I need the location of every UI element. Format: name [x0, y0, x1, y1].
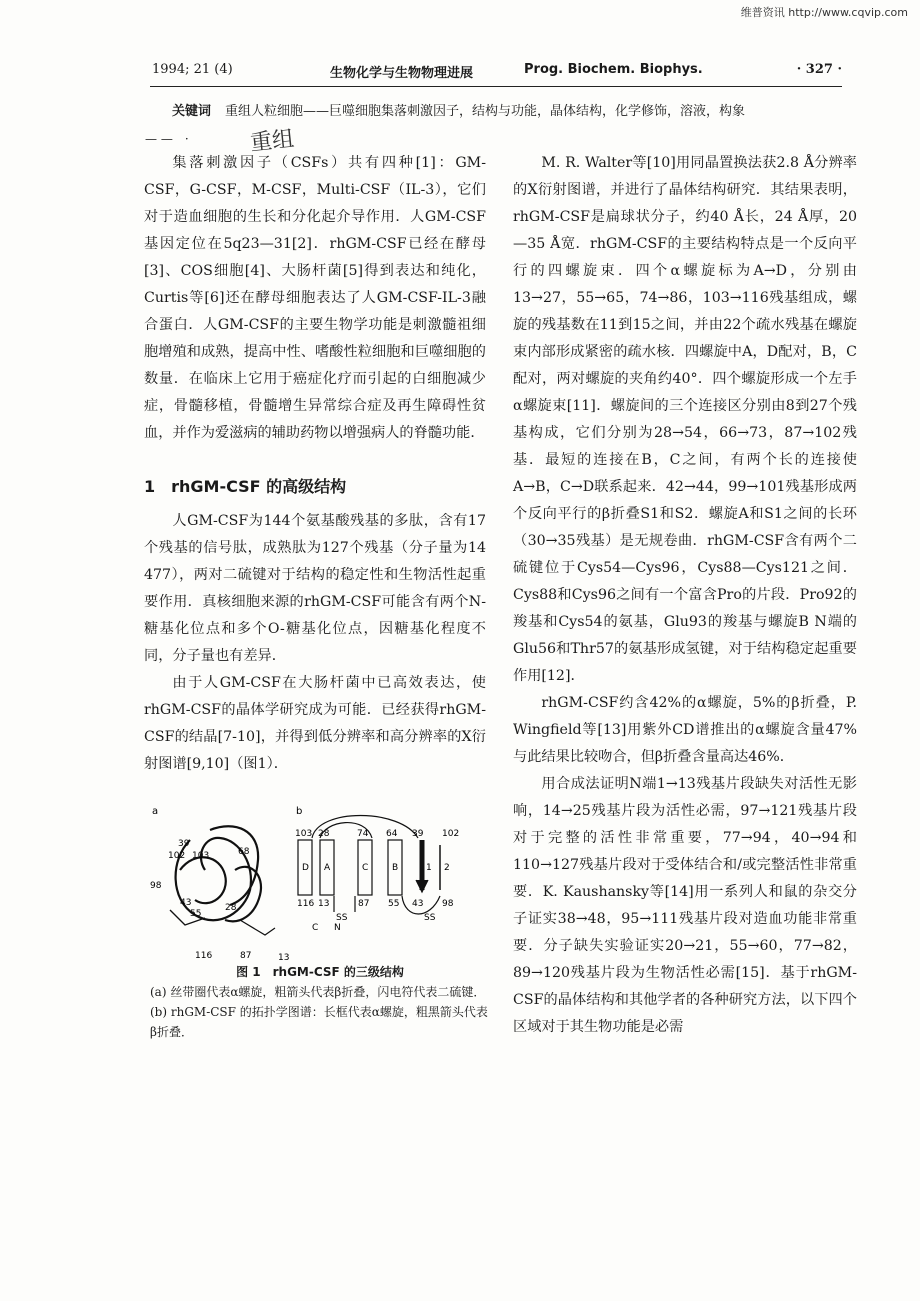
svg-text:116: 116 [297, 899, 315, 909]
svg-text:39: 39 [412, 829, 424, 839]
svg-text:98: 98 [442, 899, 454, 909]
ribbon-residue-labels [150, 839, 289, 960]
watermark: 维普资讯 http://www.cqvip.com [740, 6, 908, 19]
svg-text:C: C [362, 863, 369, 873]
journal-title-en: Prog. Biochem. Biophys. [524, 62, 703, 77]
paragraph: rhGM-CSF约含42%的α螺旋，5%的β折叠，P. Wingfield等[13]用紫外CD谱推出的α螺旋含量47%与此结果比较吻合，但β折叠含量高达46%． [513, 695, 857, 765]
figure-caption-title: 图 1 rhGM-CSF 的三级结构 [236, 965, 404, 979]
svg-text:SS: SS [336, 913, 348, 923]
paragraph: 用合成法证明N端1→13残基片段缺失对活性无影响，14→25残基片段为活性必需，97→121残基片段对于完整的活性非常重要，77→94，40→94和110→127残基片段对于受体结合和/或完整活性非常重要．K. Kaushansky等[14]用一系列人和鼠的杂交分子证实38→48，95→111残基片段对造血功能非常重要．分子缺失实验证实20→21，55→60，77→82，89→120残基片段为生物活性必需[15]．基于rhGM-CSF的晶体结构和其他学者的各种研究方法，以下四个区域对于其生物功能是必需 [513, 776, 857, 1035]
svg-text:C: C [312, 923, 319, 933]
header-rule [150, 86, 842, 87]
right-column [513, 150, 857, 1041]
svg-text:103: 103 [295, 829, 313, 839]
svg-text:87: 87 [240, 951, 252, 960]
left-column-section [144, 508, 486, 778]
svg-text:1: 1 [426, 863, 432, 873]
svg-text:102: 102 [442, 829, 460, 839]
journal-title-cn: 生物化学与生物物理进展 [330, 66, 474, 81]
paragraph: 集落刺激因子（CSFs）共有四种[1]：GM-CSF，G-CSF，M-CSF，Multi-CSF（IL-3），它们对于造血细胞的生长和分化起介导作用．人GM-CSF基因定位在5q23—31[2]．rhGM-CSF已经在酵母[3]、COS细胞[4]、大肠杆菌[5]得到表达和纯化，Curtis等[6]还在酵母细胞表达了人GM-CSF-IL-3融合蛋白．人GM-CSF的主要生物学功能是刺激髓祖细胞增殖和成熟，提高中性、嗜酸性粒细胞和巨噬细胞的数量．在临床上它用于癌症化疗而引起的白细胞减少症，骨髓移植，骨髓增生异常综合症及再生障碍性贫血，并作为爱滋病的辅助药物以增强病人的脊髓功能． [144, 155, 486, 441]
svg-text:103: 103 [192, 851, 210, 861]
left-column-intro [144, 150, 486, 447]
handwritten-note: 重组 [249, 126, 296, 157]
keywords-text: 重组人粒细胞——巨噬细胞集落刺激因子，结构与功能，晶体结构，化学修饰，溶液，构象 [225, 104, 746, 119]
svg-text:68: 68 [238, 847, 250, 857]
svg-text:98: 98 [150, 881, 162, 891]
page-header [152, 62, 842, 84]
panel-a-label: a [152, 806, 159, 817]
svg-text:64: 64 [386, 829, 398, 839]
paragraph: M. R. Walter等[10]用同晶置换法获2.8 Å分辨率的X衍射图谱，并进行了晶体结构研究．其结果表明，rhGM-CSF是扁球状分子，约40 Å长，24 Å厚，20—35 Å宽．rhGM-CSF的主要结构特点是一个反向平行的四螺旋束．四个α螺旋标为A→D，分别由13→27，55→65，74→86，103→116残基组成，螺旋的残基数在11到15之间，并由22个疏水残基在螺旋束内部形成紧密的疏水核．四螺旋中A，D配对，B，C配对，两对螺旋的夹角约40°．四个螺旋形成一个左手α螺旋束[11]．螺旋间的三个连接区分别由8到27个残基构成，它们分别为28→54，66→73，87→102残基．最短的连接在B，C之间，有两个长的连接使A→B，C→D联系起来．42→44，99→101残基形成两个反向平行的β折叠S1和S2．螺旋A和S1之间的长环（30→35残基）是无规卷曲．rhGM-CSF含有两个二硫键位于Cys54—Cys96，Cys88—Cys121之间．Cys88和Cys96之间有一个富含Pro的片段．Pro92的羧基和Cys54的氨基，Glu93的羧基与螺旋B N端的Glu56和Thr57的氨基形成氢键，对于结构稳定起重要作用[12]． [513, 155, 857, 684]
svg-text:SS: SS [424, 913, 436, 923]
figure-caption-body: (a) 丝带圈代表α螺旋，粗箭头代表β折叠，闪电符代表二硫键．(b) rhGM-CSF 的拓扑学图谱：长框代表α螺旋，粗黑箭头代表β折叠． [150, 985, 488, 1039]
paragraph: 人GM-CSF为144个氨基酸残基的多肽，含有17个残基的信号肽，成熟肽为127个残基（分子量为14 477），两对二硫键对于结构的稳定性和生物活性起重要作用．真核细胞来源的rhGM-CSF可能含有两个N-糖基化位点和多个O-糖基化位点，因糖基化程度不同，分子量也有差异． [144, 513, 486, 664]
keywords-line [172, 100, 852, 119]
svg-text:28: 28 [318, 829, 330, 839]
figure-1-graphic [150, 800, 490, 960]
svg-text:28: 28 [225, 903, 237, 913]
svg-text:N: N [334, 923, 341, 933]
svg-text:39: 39 [178, 839, 190, 849]
keywords-label: 关键词 [172, 104, 212, 119]
svg-text:55: 55 [388, 899, 400, 909]
svg-text:43: 43 [412, 899, 424, 909]
svg-text:B: B [392, 863, 399, 873]
svg-text:2: 2 [444, 863, 450, 873]
svg-text:A: A [324, 863, 331, 873]
svg-text:102: 102 [168, 851, 186, 861]
issue-info: 1994; 21 (4) [152, 62, 233, 77]
figure-caption [150, 962, 490, 1042]
panel-b-label: b [296, 806, 303, 817]
section-heading: 1 rhGM-CSF 的高级结构 [144, 477, 347, 496]
svg-text:87: 87 [358, 899, 370, 909]
svg-text:74: 74 [357, 829, 369, 839]
svg-text:43: 43 [180, 898, 192, 908]
svg-text:55: 55 [190, 909, 202, 919]
svg-text:13: 13 [318, 899, 330, 909]
margin-mark: — — · [145, 132, 189, 146]
svg-text:13: 13 [278, 953, 290, 960]
svg-text:116: 116 [195, 951, 213, 960]
svg-text:D: D [302, 863, 309, 873]
figure-1 [150, 800, 490, 960]
page-number: · 327 · [796, 62, 842, 77]
paragraph: 由于人GM-CSF在大肠杆菌中已高效表达，使rhGM-CSF的晶体学研究成为可能．已经获得rhGM-CSF的结晶[7-10]，并得到低分辨率和高分辨率的X衍射图谱[9,10]（图1）． [144, 675, 486, 772]
